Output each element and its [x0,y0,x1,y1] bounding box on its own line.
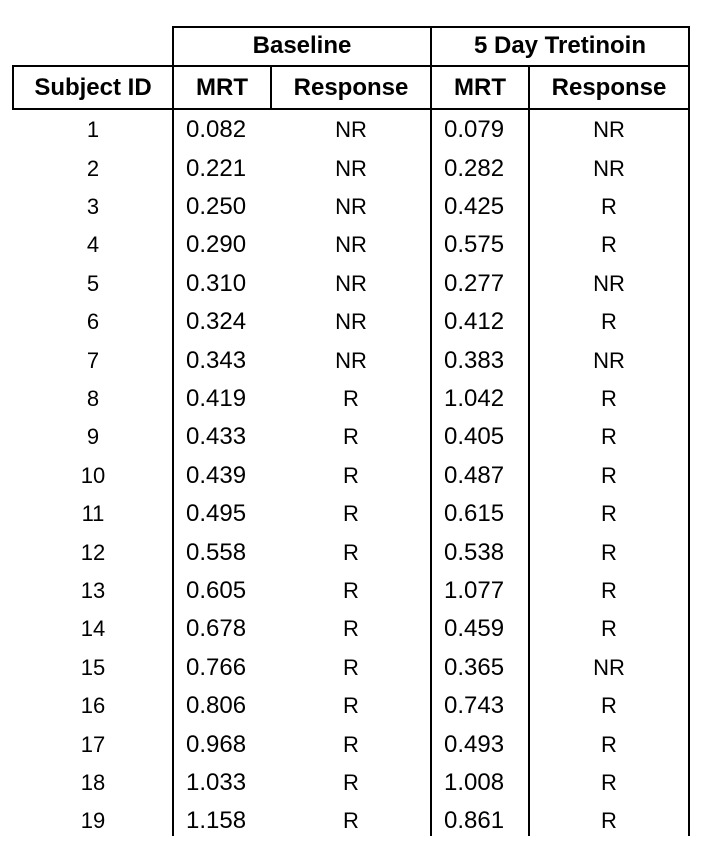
column-header-response-baseline: Response [293,74,409,101]
cell-mrt-tretinoin: 0.282 [444,154,505,182]
cell-subject-id: 14 [80,616,106,642]
cell-response-tretinoin: R [601,769,617,795]
cell-response-baseline: R [343,385,359,411]
cell-response-tretinoin: R [601,193,617,219]
column-header-mrt-tretinoin: MRT [454,74,506,101]
cell-mrt-tretinoin: 1.008 [444,768,505,796]
cell-response-baseline: R [343,424,359,450]
cell-mrt-tretinoin: 0.487 [444,461,505,489]
cell-mrt-tretinoin: 0.615 [444,500,505,528]
cell-response-baseline: R [343,654,359,680]
cell-subject-id: 16 [80,693,106,719]
cell-mrt-tretinoin: 0.365 [444,653,505,681]
cell-response-baseline: NR [335,232,367,258]
cell-subject-id: 12 [80,539,106,565]
cell-mrt-tretinoin: 0.425 [444,192,505,220]
cell-mrt-baseline: 0.290 [186,231,247,259]
cell-subject-id: 10 [80,462,106,488]
cell-mrt-baseline: 0.439 [186,461,247,489]
cell-response-tretinoin: R [601,539,617,565]
cell-mrt-tretinoin: 1.042 [444,384,505,412]
cell-mrt-baseline: 0.221 [186,154,247,182]
cell-response-baseline: R [343,501,359,527]
cell-mrt-baseline: 0.310 [186,269,247,297]
cell-subject-id: 9 [86,424,100,450]
cell-response-baseline: NR [335,270,367,296]
cell-mrt-baseline: 0.678 [186,615,247,643]
cell-response-tretinoin: R [601,693,617,719]
column-divider-1 [172,26,174,836]
cell-mrt-baseline: 0.968 [186,730,247,758]
cell-mrt-baseline: 0.605 [186,576,247,604]
cell-response-tretinoin: NR [593,270,625,296]
cell-mrt-tretinoin: 0.575 [444,231,505,259]
left-border [12,65,14,110]
cell-response-baseline: NR [335,117,367,143]
cell-response-tretinoin: R [601,808,617,834]
group-header-baseline: Baseline [252,32,352,59]
cell-response-tretinoin: NR [593,347,625,373]
cell-mrt-tretinoin: 0.538 [444,538,505,566]
cell-mrt-tretinoin: 0.493 [444,730,505,758]
cell-response-baseline: R [343,577,359,603]
cell-response-baseline: NR [335,309,367,335]
cell-response-tretinoin: NR [593,654,625,680]
cell-subject-id: 18 [80,769,106,795]
cell-response-baseline: R [343,462,359,488]
cell-response-baseline: R [343,808,359,834]
column-header-subject-id: Subject ID [34,74,152,101]
header-bottom-border [12,108,690,110]
cell-subject-id: 8 [86,385,100,411]
column-divider-4 [528,65,530,836]
cell-subject-id: 15 [80,654,106,680]
cell-response-tretinoin: R [601,232,617,258]
cell-subject-id: 19 [80,808,106,834]
cell-response-tretinoin: R [601,385,617,411]
cell-mrt-tretinoin: 0.861 [444,807,505,835]
cell-mrt-tretinoin: 0.277 [444,269,505,297]
cell-mrt-baseline: 0.806 [186,692,247,720]
cell-mrt-baseline: 0.766 [186,653,247,681]
cell-subject-id: 7 [86,347,100,373]
column-divider-3 [430,26,432,836]
cell-mrt-tretinoin: 0.412 [444,308,505,336]
cell-mrt-baseline: 0.433 [186,423,247,451]
cell-subject-id: 17 [80,731,106,757]
column-divider-2 [270,65,272,110]
cell-mrt-baseline: 0.324 [186,308,247,336]
column-header-response-tretinoin: Response [551,74,667,101]
cell-mrt-baseline: 1.033 [186,768,247,796]
right-border [688,26,690,836]
cell-response-tretinoin: R [601,424,617,450]
cell-response-tretinoin: NR [593,117,625,143]
cell-subject-id: 1 [86,117,100,143]
cell-response-tretinoin: R [601,616,617,642]
cell-response-tretinoin: R [601,309,617,335]
group-header-tretinoin: 5 Day Tretinoin [473,32,647,59]
cell-mrt-tretinoin: 0.743 [444,692,505,720]
cell-mrt-baseline: 1.158 [186,807,247,835]
cell-response-baseline: R [343,769,359,795]
cell-mrt-tretinoin: 1.077 [444,576,505,604]
cell-mrt-baseline: 0.343 [186,346,247,374]
cell-mrt-tretinoin: 0.079 [444,116,505,144]
cell-mrt-tretinoin: 0.383 [444,346,505,374]
cell-subject-id: 6 [86,309,100,335]
column-header-mrt-baseline: MRT [196,74,248,101]
cell-mrt-baseline: 0.250 [186,192,247,220]
cell-response-baseline: NR [335,193,367,219]
cell-response-tretinoin: R [601,731,617,757]
cell-subject-id: 2 [86,155,100,181]
cell-response-baseline: NR [335,155,367,181]
cell-subject-id: 3 [86,193,100,219]
header-divider [12,65,690,67]
cell-response-tretinoin: R [601,577,617,603]
cell-response-baseline: R [343,616,359,642]
cell-response-tretinoin: NR [593,155,625,181]
cell-response-baseline: R [343,539,359,565]
cell-response-baseline: NR [335,347,367,373]
cell-response-tretinoin: R [601,501,617,527]
cell-mrt-baseline: 0.495 [186,500,247,528]
cell-mrt-tretinoin: 0.405 [444,423,505,451]
cell-mrt-baseline: 0.558 [186,538,247,566]
cell-subject-id: 11 [81,501,105,527]
cell-mrt-baseline: 0.082 [186,116,247,144]
cell-mrt-baseline: 0.419 [186,384,247,412]
cell-subject-id: 13 [80,577,106,603]
cell-mrt-tretinoin: 0.459 [444,615,505,643]
cell-subject-id: 5 [86,270,100,296]
cell-response-tretinoin: R [601,462,617,488]
cell-subject-id: 4 [86,232,100,258]
cell-response-baseline: R [343,693,359,719]
cell-response-baseline: R [343,731,359,757]
